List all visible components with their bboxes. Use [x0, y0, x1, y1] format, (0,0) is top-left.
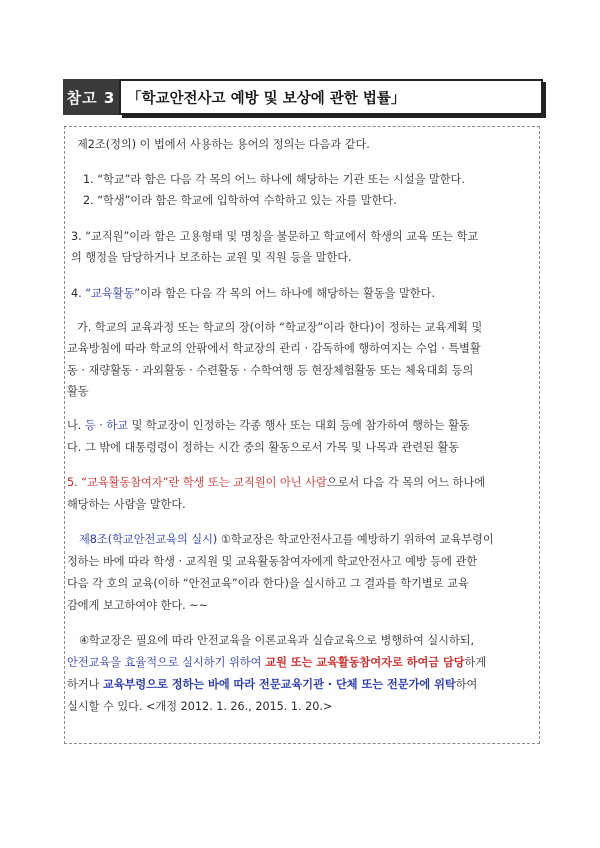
sub-ga-1: 가. 학교의 교육과정 또는 학교의 장(이하 “학교장”이라 한다)이 정하는 교육계획 및: [77, 321, 483, 334]
article-8-3: 다음 각 호의 교육(이하 “안전교육”이라 한다)을 실시하고 그 결과를 학기별로 교육: [67, 577, 469, 590]
sub-ga-3: 동 · 재량활동 · 과외활동 · 수련활동 · 수학여행 등 현장체험활동 또는 체육대회 등의: [67, 364, 474, 377]
def-school: 1. “학교”라 함은 다음 각 목의 어느 하나에 해당하는 기관 또는 시설을 말한다.: [83, 173, 465, 186]
law-excerpt-box: [64, 126, 540, 744]
item-text: 하게: [464, 656, 487, 669]
participant-term: 5. “교육활동참여자”란 학생 또는 교직원이 아닌 사람: [67, 476, 327, 489]
article-8-title: 제8조(학교안전교육의 실시): [79, 533, 218, 546]
item-text: ①학교장은 학교안전사고를 예방하기 위하여 교육부령이: [217, 533, 494, 546]
item-number: 4.: [71, 287, 86, 300]
article-8-1: [79, 532, 494, 547]
sub-da: 다. 그 밖에 대통령령이 정하는 시간 중의 활동으로서 가목 및 나목과 관련된 활동: [67, 441, 460, 454]
article-8-2: 정하는 바에 따라 학생 · 교직원 및 교육활동참여자에게 학교안전사고 예방 등에 관한: [67, 555, 478, 568]
efficiency-phrase: 안전교육을 효율적으로 실시하기 위하여: [67, 656, 262, 669]
def-student: 2. “학생”이라 함은 학교에 입학하여 수학하고 있는 자를 말한다.: [83, 194, 397, 207]
def-participant-1: [67, 475, 485, 490]
item-text: 하거나: [67, 678, 103, 691]
sub-na: [67, 418, 470, 433]
law-title: 「학교안전사고 예방 및 보상에 관한 법률」: [119, 79, 543, 115]
def-staff-2: 의 행정을 담당하거나 보조하는 교원 및 직원 등을 말한다.: [71, 251, 352, 264]
sub-ga-4: 활동: [67, 385, 89, 398]
section-header: [63, 79, 543, 115]
article-8-para4-4: 실시할 수 있다. <개정 2012. 1. 26., 2015. 1. 20.>: [67, 700, 333, 713]
article-8-para4-3: [67, 677, 477, 692]
item-text: 이라 함은 다음 각 목의 어느 하나에 해당하는 활동을 말한다.: [140, 287, 435, 300]
outsourcing-phrase: 교육부령으로 정하는 바에 따라 전문교육기관 · 단체 또는 전문가에 위탁: [102, 678, 456, 691]
teacher-phrase: 교원 또는 교육활동참여자로 하여금 담당: [261, 656, 465, 669]
item-number: 나.: [67, 419, 85, 432]
item-text: 으로서 다음 각 목의 어느 하나에: [326, 476, 486, 489]
reference-tag: 참고 3: [63, 79, 119, 115]
article-8-para4-2: [67, 655, 486, 670]
article-8-para4-1: ④학교장은 필요에 따라 안전교육을 이론교육과 실습교육으로 병행하여 실시하되,: [79, 634, 475, 647]
commute-term: 등 · 하교: [84, 419, 129, 432]
edu-activity-term: “교육활동”: [85, 287, 141, 300]
item-text: 하여: [455, 678, 478, 691]
article-2-heading: 제2조(정의) 이 법에서 사용하는 용어의 정의는 다음과 같다.: [77, 138, 370, 151]
sub-ga-2: 교육방침에 따라 학교의 안팎에서 학교장의 관리 · 감독하에 행하여지는 수업 · 특별활: [67, 342, 481, 355]
item-text: 및 학교장이 인정하는 각종 행사 또는 대회 등에 참가하여 행하는 활동: [128, 419, 470, 432]
def-edu-activity: [71, 286, 435, 301]
def-participant-2: 해당하는 사람을 말한다.: [67, 498, 186, 511]
def-staff-1: 3. “교직원”이라 함은 고용형태 및 명칭을 불문하고 학교에서 학생의 교육 또는 학교: [71, 230, 479, 243]
article-8-4: 감에게 보고하여야 한다. ~~: [67, 599, 209, 612]
